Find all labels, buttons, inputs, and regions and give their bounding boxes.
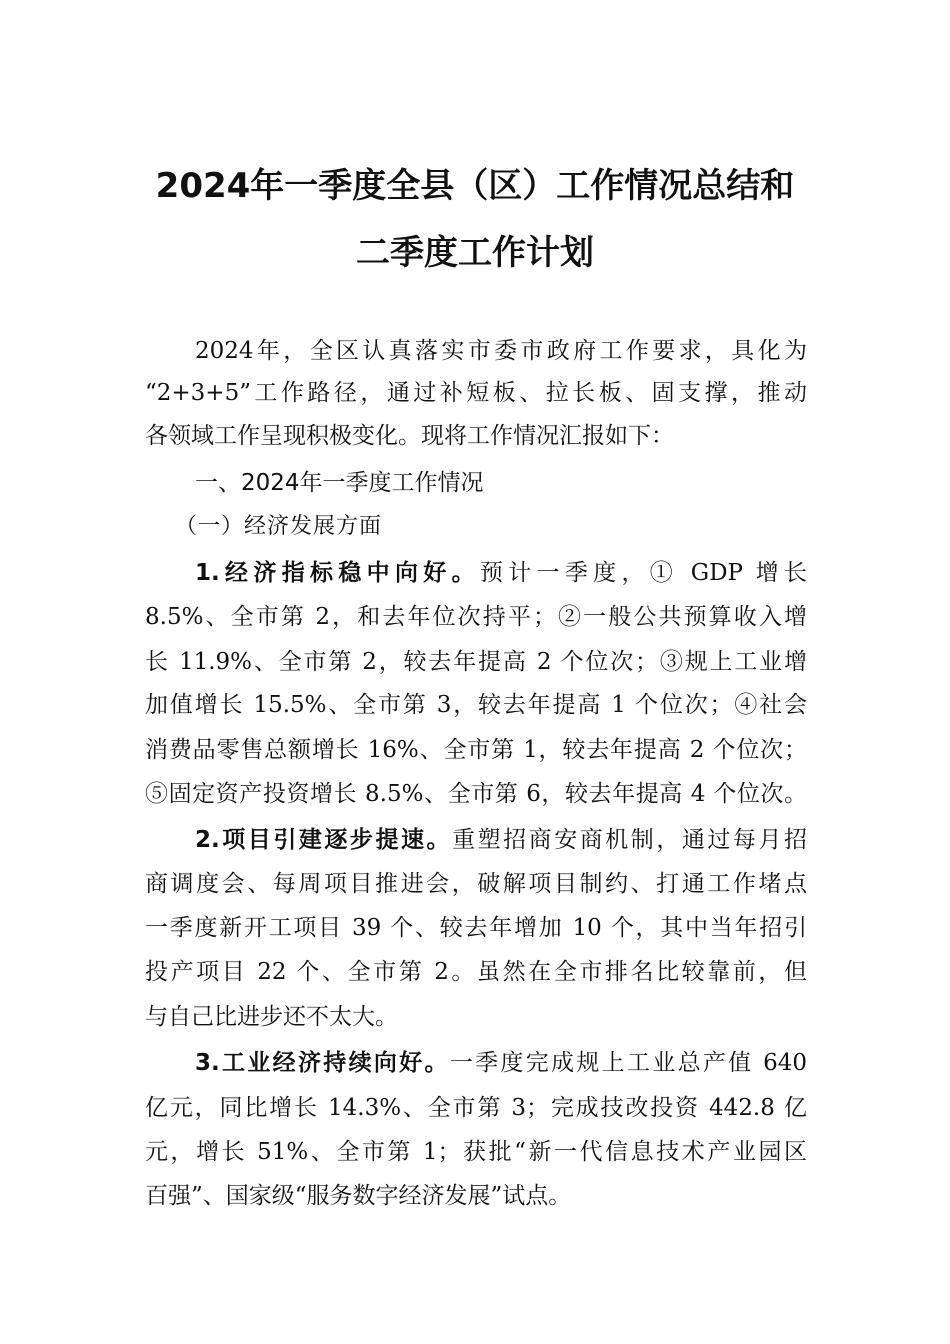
item3-lead: 3.工业经济持续向好。	[195, 1050, 450, 1076]
item1-line-2: 8.5%、全市第 2，和去年位次持平；②一般公共预算收入增	[145, 604, 807, 630]
subsection-heading-1: （一）经济发展方面	[175, 514, 383, 539]
item3-line-2: 亿元，同比增长 14.3%、全市第 3；完成技改投资 442.8 亿	[145, 1095, 807, 1121]
item2-lead: 2.项目引建逐步提速。	[195, 827, 453, 853]
item1-line-4: 加值增长 15.5%、全市第 3，较去年提高 1 个位次；④社会	[145, 692, 807, 718]
item1-line-6: ⑤固定资产投资增长 8.5%、全市第 6，较去年提高 4 个位次。	[145, 781, 807, 807]
item1-line-1	[195, 558, 807, 588]
item1-line-3: 长 11.9%、全市第 2，较去年提高 2 个位次；③规上工业增	[145, 649, 807, 675]
intro-line-3: 各领域工作呈现积极变化。现将工作情况汇报如下：	[145, 423, 674, 449]
document-title-line-2: 二季度工作计划	[356, 233, 594, 273]
document-title-line-1: 2024年一季度全县（区）工作情况总结和	[155, 166, 795, 206]
item2-line-5: 与自己比进步还不太大。	[145, 1004, 398, 1030]
item3-line-3: 元，增长 51%、全市第 1；获批“新一代信息技术产业园区	[145, 1139, 807, 1165]
item1-line-1-text: 预计一季度，① GDP 增长	[479, 560, 807, 586]
item2-line-2: 商调度会、每周项目推进会，破解项目制约、打通工作堵点	[145, 871, 807, 897]
item3-line-1-text: 一季度完成规上工业总产值 640	[449, 1050, 807, 1076]
item2-line-1	[195, 825, 807, 855]
item3-line-4: 百强”、国家级“服务数字经济发展”试点。	[145, 1183, 572, 1209]
section-heading-1: 一、2024年一季度工作情况	[195, 470, 484, 496]
item2-line-1-text: 重塑招商安商机制，通过每月招	[452, 827, 808, 853]
item3-line-1	[195, 1048, 807, 1078]
intro-line-1: 2024年，全区认真落实市委市政府工作要求，具化为	[195, 338, 807, 364]
item1-lead: 1.经济指标稳中向好。	[195, 560, 480, 586]
item2-line-4: 投产项目 22 个、全市第 2。虽然在全市排名比较靠前，但	[145, 959, 807, 985]
item2-line-3: 一季度新开工项目 39 个、较去年增加 10 个，其中当年招引	[145, 915, 807, 941]
item1-line-5: 消费品零售总额增长 16%、全市第 1，较去年提高 2 个位次；	[145, 737, 807, 763]
intro-line-2: “2+3+5”工作路径，通过补短板、拉长板、固支撑，推动	[145, 380, 807, 406]
